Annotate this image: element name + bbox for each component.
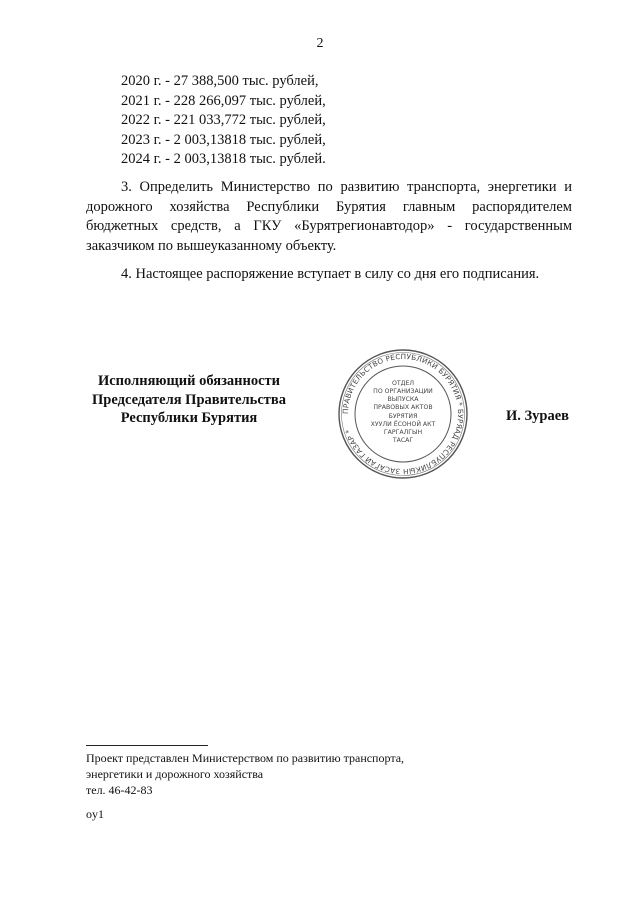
funding-amounts-list [121, 72, 326, 170]
amount-2020: 2020 г. - 27 388,500 тыс. рублей, [121, 73, 319, 89]
seal-line-4: ПРАВОВЫХ АКТОВ [373, 404, 433, 411]
amount-2023: 2023 г. - 2 003,13818 тыс. рублей, [121, 131, 326, 148]
amount-2024: 2024 г. - 2 003,13818 тыс. рублей. [121, 151, 326, 168]
amount-2021: 2021 г. - 228 266,097 тыс. рублей, [121, 92, 326, 109]
paragraph-4: 4. Настоящее распоряжение вступает в силу со дня его подписания. [121, 266, 540, 282]
seal-line-6: ХУУЛИ ЁСОНОЙ АКТ [370, 421, 436, 428]
paragraph-3: 3. Определить Министерство по развитию транспорта, энергетики и дорожного хозяйства Республики Бурятия главным распорядителем бюджетных средств, а ГКУ «Бурятрегионавтодор» - государственным заказчиком по вышеуказанному объекту. [86, 179, 572, 254]
signer-title [78, 372, 300, 428]
seal-line-2: ПО ОРГАНИЗАЦИИ [373, 388, 433, 395]
seal-line-7: ГАРГАЛГЫН [383, 429, 423, 436]
seal-line-8: ТАСАГ [392, 437, 414, 444]
official-seal [336, 347, 470, 481]
signer-title-line-2: Председателя Правительства [92, 391, 286, 408]
page-number: 2 [316, 36, 324, 51]
footnote-line-1: Проект представлен Министерством по развитию транспорта, [86, 751, 405, 765]
signer-name: И. Зураев [506, 408, 570, 424]
amount-2022: 2022 г. - 221 033,772 тыс. рублей, [121, 112, 326, 129]
seal-line-3: ВЫПУСКА [387, 396, 419, 403]
signer-title-line-3: Республики Бурятия [120, 410, 258, 426]
document-code: oy1 [86, 807, 104, 821]
footnote-divider [86, 745, 208, 746]
signer-title-line-1: Исполняющий обязанности [97, 373, 281, 389]
footnote-line-2: энергетики и дорожного хозяйства [86, 767, 264, 782]
footnote-phone: тел. 46-42-83 [86, 783, 153, 798]
seal-ring-text: ПРАВИТЕЛЬСТВО РЕСПУБЛИКИ БУРЯТИЯ * БУРЯАД РЕСПУБЛИКЫН ЗАСАГАЙ ГАЗАР * [340, 351, 466, 477]
footnote [86, 750, 404, 799]
seal-line-1: ОТДЕЛ [391, 380, 415, 387]
seal-line-5: БУРЯТИЯ [388, 413, 418, 420]
